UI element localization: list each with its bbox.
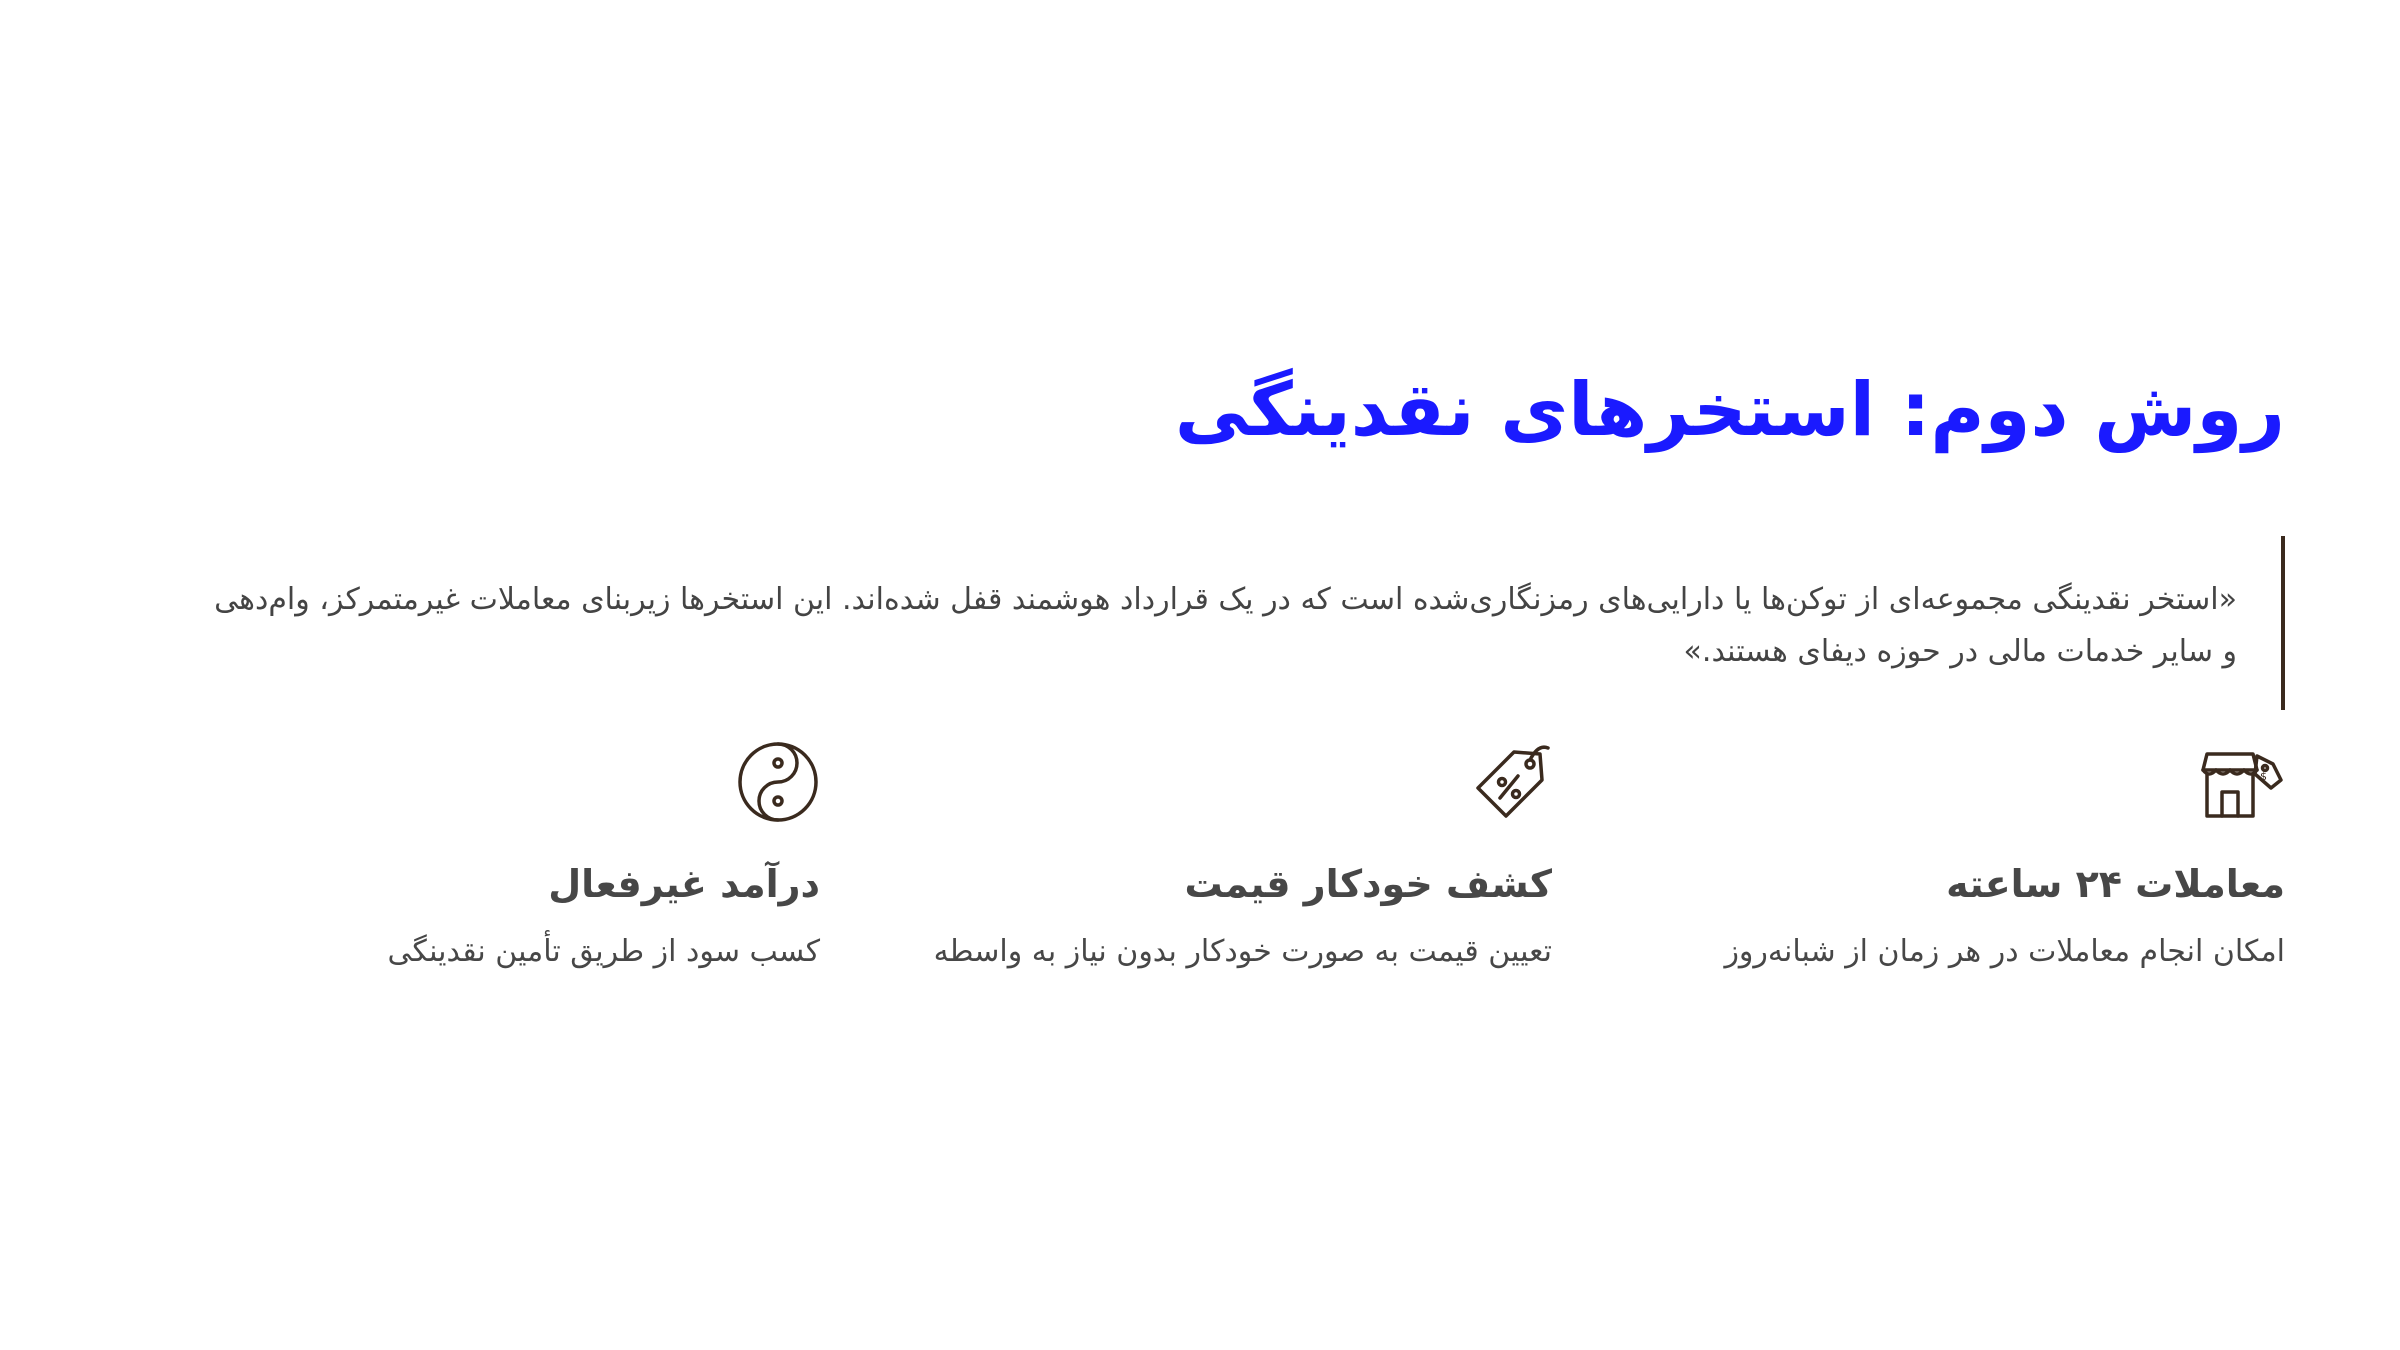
feature-description: کسب سود از طریق تأمین نقدینگی [387, 934, 820, 969]
feature-description: تعیین قیمت به صورت خودکار بدون نیاز به واسطه [933, 934, 1552, 969]
yin-yang-icon [736, 740, 820, 824]
discount-tag-icon [1468, 740, 1552, 824]
svg-text:$: $ [2260, 770, 2267, 783]
definition-quote: «استخر نقدینگی مجموعه‌ای از توکن‌ها یا دارایی‌های رمزنگاری‌شده است که در یک قرارداد هوشمند قفل شده‌اند. این استخرها زیربنای معاملات غیرمتمرکز، وام‌دهی و سایر خدمات مالی در حوزه دیفای هستند.» [205, 536, 2285, 710]
page-title: روش دوم: استخرهای نقدینگی [1174, 367, 2285, 453]
feature-passive-income [180, 740, 820, 974]
feature-title: درآمد غیرفعال [548, 862, 820, 906]
feature-description: امکان انجام معاملات در هر زمان از شبانه‌روز [1724, 934, 2285, 969]
store-tag-icon [2201, 740, 2285, 824]
feature-title: معاملات ۲۴ ساعته [1946, 862, 2285, 906]
feature-title: کشف خودکار قیمت [1184, 862, 1552, 906]
feature-price-discovery [912, 740, 1552, 974]
feature-24h-trading [1645, 740, 2285, 974]
